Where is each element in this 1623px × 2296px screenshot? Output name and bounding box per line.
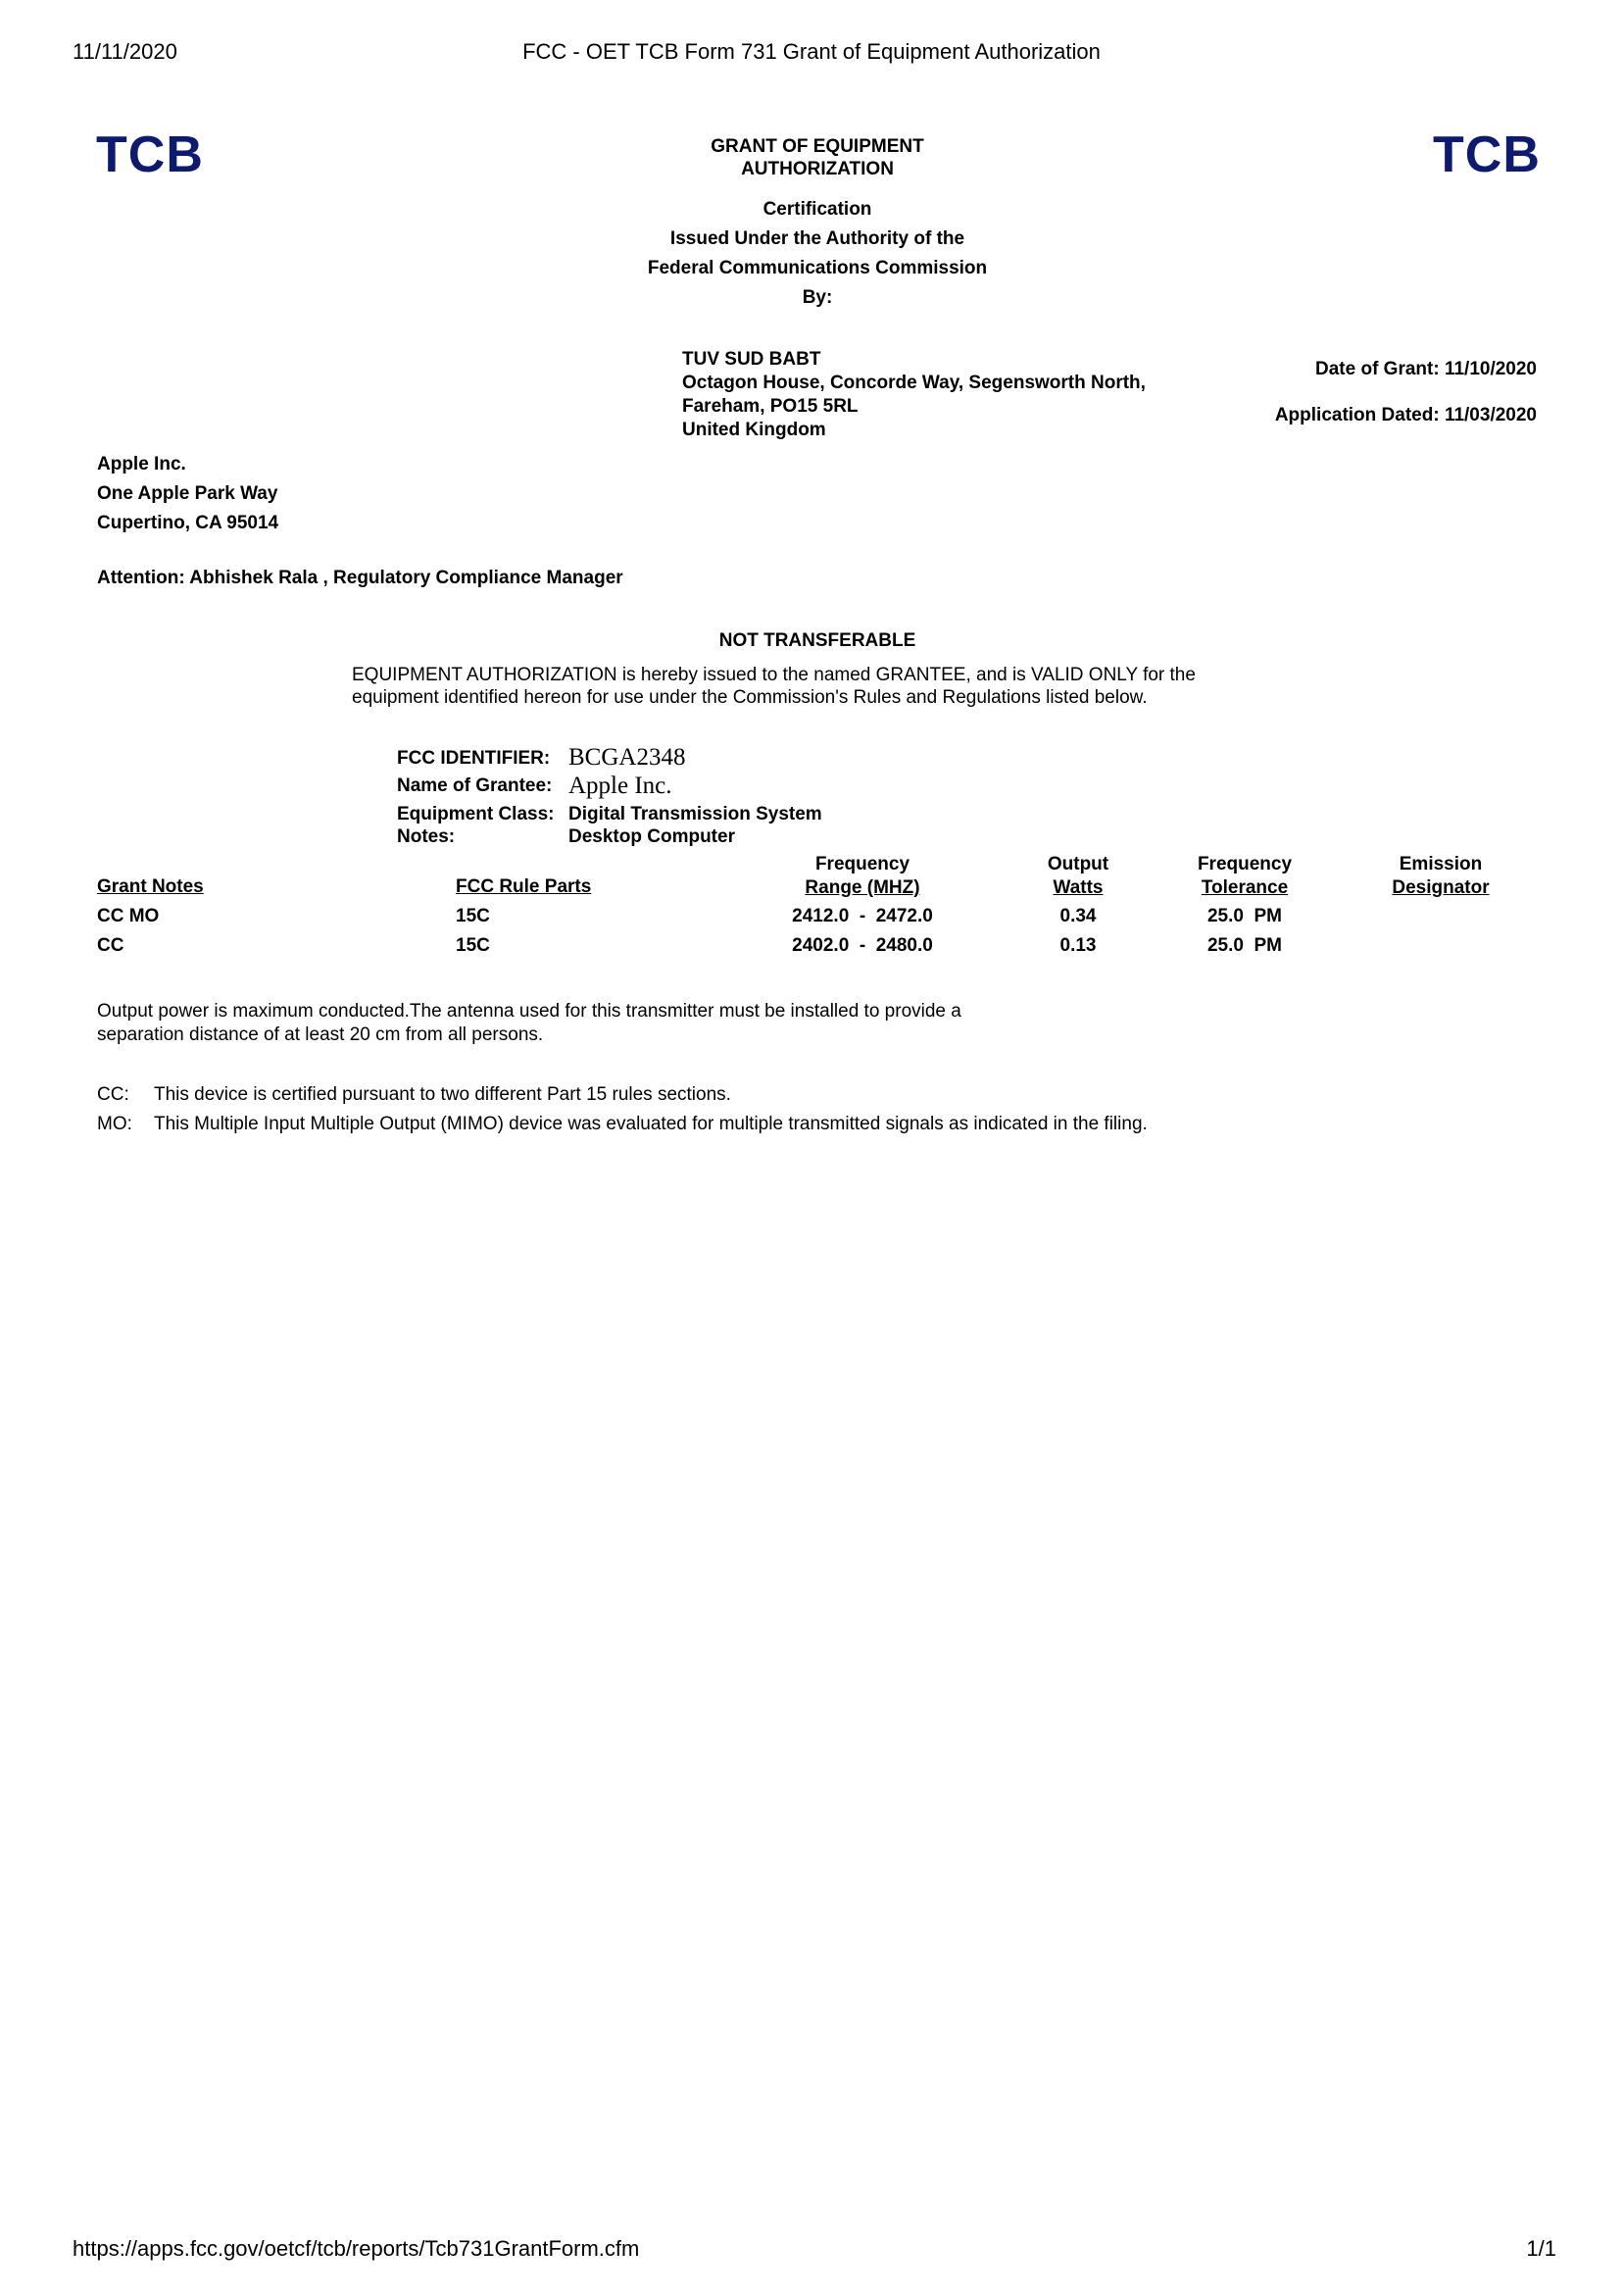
- col-header-emission-designator-bottom: Designator: [1392, 877, 1490, 898]
- row2-grant-notes: CC: [97, 935, 124, 956]
- grantee-street: One Apple Park Way: [97, 483, 278, 504]
- cc-note-text: This device is certified pursuant to two different Part 15 rules sections.: [154, 1084, 731, 1105]
- notes-value: Desktop Computer: [568, 826, 735, 847]
- notes-label: Notes:: [397, 826, 456, 847]
- row2-frequency-tolerance: 25.0 PM: [1206, 935, 1283, 956]
- row2-rule-parts: 15C: [456, 935, 490, 956]
- output-power-note-line2: separation distance of at least 20 cm from all persons.: [97, 1024, 544, 1045]
- col-header-output-watts-top: Output: [1047, 854, 1109, 874]
- col-header-output-watts-bottom: Watts: [1053, 877, 1104, 898]
- print-url-link[interactable]: https://apps.fcc.gov/oetcf/tcb/reports/Tcb731GrantForm.cfm: [73, 2236, 640, 2261]
- print-page-number: 1/1: [1526, 2236, 1556, 2261]
- tcb-address-line2: Fareham, PO15 5RL: [682, 396, 859, 417]
- output-power-note-line1: Output power is maximum conducted.The antenna used for this transmitter must be installed to provide a: [97, 1001, 961, 1022]
- col-header-output-watts: [1000, 853, 1156, 900]
- col-header-frequency-range-bottom: Range (MHZ): [805, 877, 920, 898]
- date-of-grant: Date of Grant: 11/10/2020: [1315, 359, 1537, 379]
- output-power-note: [97, 1000, 961, 1047]
- row1-output-watts: 0.34: [1059, 906, 1097, 926]
- print-date: 11/11/2020: [73, 39, 177, 64]
- col-header-rule-parts: FCC Rule Parts: [456, 876, 592, 897]
- commission-label: Federal Communications Commission: [647, 258, 988, 278]
- fcc-id-value: BCGA2348: [568, 744, 686, 771]
- col-header-frequency-tolerance: [1166, 853, 1323, 900]
- row2-output-watts: 0.13: [1059, 935, 1097, 956]
- issued-under-label: Issued Under the Authority of the: [669, 228, 965, 249]
- fcc-id-label: FCC IDENTIFIER:: [397, 748, 551, 769]
- grant-heading-line2: AUTHORIZATION: [741, 159, 894, 179]
- grant-heading-line1: GRANT OF EQUIPMENT: [711, 136, 924, 157]
- grantee-address: [97, 450, 278, 538]
- equipment-class-value: Digital Transmission System: [568, 804, 822, 824]
- tcb-logo-right: TCB: [1433, 126, 1541, 183]
- not-transferable-title: NOT TRANSFERABLE: [718, 630, 916, 651]
- authority-block: [572, 195, 1062, 313]
- by-label: By:: [802, 287, 833, 308]
- print-title: FCC - OET TCB Form 731 Grant of Equipment Authorization: [522, 39, 1101, 64]
- equipment-class-label: Equipment Class:: [397, 804, 555, 824]
- grantee-value: Apple Inc.: [568, 773, 672, 799]
- tcb-logo-left: TCB: [96, 126, 204, 183]
- col-header-emission-designator-top: Emission: [1399, 854, 1483, 874]
- authorization-statement: [352, 664, 1196, 709]
- certification-label: Certification: [762, 199, 872, 220]
- col-header-frequency-range: [764, 853, 960, 900]
- col-header-emission-designator: [1362, 853, 1519, 900]
- grantee-label: Name of Grantee:: [397, 775, 553, 796]
- row1-rule-parts: 15C: [456, 906, 490, 926]
- grantee-name: Apple Inc.: [97, 454, 186, 474]
- tcb-name: TUV SUD BABT: [682, 349, 821, 370]
- tcb-address: [682, 348, 1146, 442]
- row1-frequency-tolerance: 25.0 PM: [1206, 906, 1283, 926]
- row1-grant-notes: CC MO: [97, 906, 160, 926]
- mo-note-key: MO:: [97, 1114, 132, 1134]
- tcb-address-line3: United Kingdom: [682, 420, 826, 440]
- col-header-grant-notes: Grant Notes: [97, 876, 204, 897]
- authorization-line1: EQUIPMENT AUTHORIZATION is hereby issued to the named GRANTEE, and is VALID ONLY for the: [352, 665, 1196, 685]
- row1-frequency-range: 2412.0 - 2472.0: [792, 906, 933, 926]
- grant-heading: [621, 135, 1013, 180]
- mo-note-text: This Multiple Input Multiple Output (MIMO) device was evaluated for multiple transmitted signals as indicated in the filing.: [154, 1114, 1148, 1134]
- cc-note-key: CC:: [97, 1084, 129, 1105]
- application-dated: Application Dated: 11/03/2020: [1274, 405, 1537, 425]
- row2-frequency-range: 2402.0 - 2480.0: [792, 935, 933, 956]
- col-header-frequency-range-top: Frequency: [814, 854, 910, 874]
- col-header-frequency-tolerance-bottom: Tolerance: [1201, 877, 1289, 898]
- authorization-line2: equipment identified hereon for use under the Commission's Rules and Regulations listed below.: [352, 687, 1148, 708]
- attention-line: Attention: Abhishek Rala , Regulatory Compliance Manager: [97, 568, 623, 588]
- col-header-frequency-tolerance-top: Frequency: [1197, 854, 1293, 874]
- grantee-city: Cupertino, CA 95014: [97, 513, 279, 533]
- tcb-address-line1: Octagon House, Concorde Way, Segensworth North,: [682, 373, 1146, 393]
